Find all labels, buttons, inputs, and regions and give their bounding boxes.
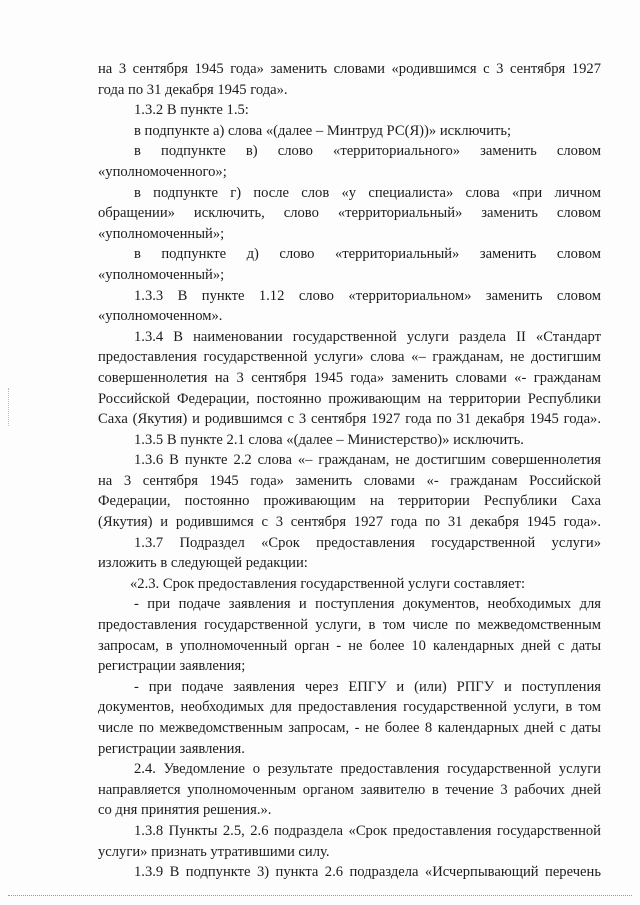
subclause-d-line1: в подпункте д) слово «территориальный» заменить словом xyxy=(134,246,601,263)
bullet-1-line1: - при подаче заявления и поступления документов, необходимых для xyxy=(134,596,601,613)
clause-1-3-2: 1.3.2 В пункте 1.5: xyxy=(134,102,249,119)
clause-1-3-6-line2: на 3 сентября 1945 года» заменить словами «- гражданам Российской xyxy=(98,472,601,489)
clause-1-3-8-line2: услуги» признать утратившими силу. xyxy=(98,843,330,860)
quoted-2-4-line2: направляется уполномоченным органом заявителю в течение 3 рабочих дней xyxy=(98,781,601,798)
clause-1-3-4-line5: Саха (Якутия) и родившимся с 3 сентября 1927 года по 31 декабря 1945 года». xyxy=(98,411,601,428)
clause-1-3-7-line2: изложить в следующей редакции: xyxy=(98,555,308,572)
clause-1-3-6-line4: (Якутия) и родившимся с 3 сентября 1927 года по 31 декабря 1945 года». xyxy=(98,514,601,531)
bullet-1-line2: предоставления государственной услуги, в том числе по межведомственным xyxy=(98,617,601,634)
clause-1-3-3-line1: 1.3.3 В пункте 1.12 слово «территориальном» заменить словом xyxy=(134,287,601,304)
subclause-g-line1: в подпункте г) после слов «у специалиста» слова «при личном xyxy=(134,184,601,201)
subclause-g-line2: обращении» исключить, слово «территориальный» заменить словом xyxy=(98,205,601,222)
quoted-2-4-line3: со дня принятия решения.». xyxy=(98,802,272,819)
subclause-a: в подпункте а) слова «(далее – Минтруд РС(Я))» исключить; xyxy=(134,122,512,139)
document-body xyxy=(98,59,601,883)
clause-1-3-5: 1.3.5 В пункте 2.1 слова «(далее – Министерство)» исключить. xyxy=(134,431,524,448)
paragraph-line: года по 31 декабря 1945 года». xyxy=(98,81,288,98)
clause-1-3-4-line1: 1.3.4 В наименовании государственной услуги раздела II «Стандарт xyxy=(134,328,601,345)
clause-1-3-4-line3: совершеннолетия на 3 сентября 1945 года» заменить словами «- гражданам xyxy=(98,369,601,386)
page-bottom-edge xyxy=(8,895,632,896)
clause-1-3-8-line1: 1.3.8 Пункты 2.5, 2.6 подраздела «Срок предоставления государственной xyxy=(134,822,601,839)
subclause-v-line1: в подпункте в) слово «территориального» заменить словом xyxy=(134,143,601,160)
clause-1-3-3-line2: «уполномоченном». xyxy=(98,308,223,325)
quoted-2-3-heading: «2.3. Срок предоставления государственной услуги составляет: xyxy=(130,575,526,592)
bullet-1-line4: регистрации заявления; xyxy=(98,658,246,675)
bullet-2-line4: регистрации заявления. xyxy=(98,740,245,757)
subclause-v-line2: «уполномоченного»; xyxy=(98,163,227,180)
bullet-2-line1: - при подаче заявления через ЕПГУ и (или) РПГУ и поступления xyxy=(134,678,601,695)
clause-1-3-9-line1: 1.3.9 В подпункте 3) пункта 2.6 подраздела «Исчерпывающий перечень xyxy=(134,864,601,881)
subclause-g-line3: «уполномоченный»; xyxy=(98,225,225,242)
bullet-2-line3: числе по межведомственным запросам, - не более 8 календарных дней с даты xyxy=(98,720,601,736)
quoted-2-4-line1: 2.4. Уведомление о результате предоставления государственной услуги xyxy=(134,761,601,778)
clause-1-3-4-line2: предоставления государственной услуги» слова «– гражданам, не достигшим xyxy=(98,349,601,366)
bullet-2-line2: документов, необходимых для предоставления государственной услуги, в том xyxy=(98,699,601,716)
subclause-d-line2: «уполномоченный»; xyxy=(98,266,225,283)
bullet-1-line3: запросам, в уполномоченный орган - не более 10 календарных дней с даты xyxy=(98,637,601,654)
clause-1-3-6-line3: Федерации, постоянно проживающим на территории Республики Саха xyxy=(98,493,601,510)
clause-1-3-4-line4: Российской Федерации, постоянно проживающим на территории Республики xyxy=(98,390,601,407)
scan-margin-mark xyxy=(8,388,11,426)
clause-1-3-6-line1: 1.3.6 В пункте 2.2 слова «– гражданам, не достигшим совершеннолетия xyxy=(134,452,601,469)
clause-1-3-7-line1: 1.3.7 Подраздел «Срок предоставления государственной услуги» xyxy=(134,534,601,551)
paragraph-line: на 3 сентября 1945 года» заменить словами «родившимся с 3 сентября 1927 xyxy=(98,61,601,77)
